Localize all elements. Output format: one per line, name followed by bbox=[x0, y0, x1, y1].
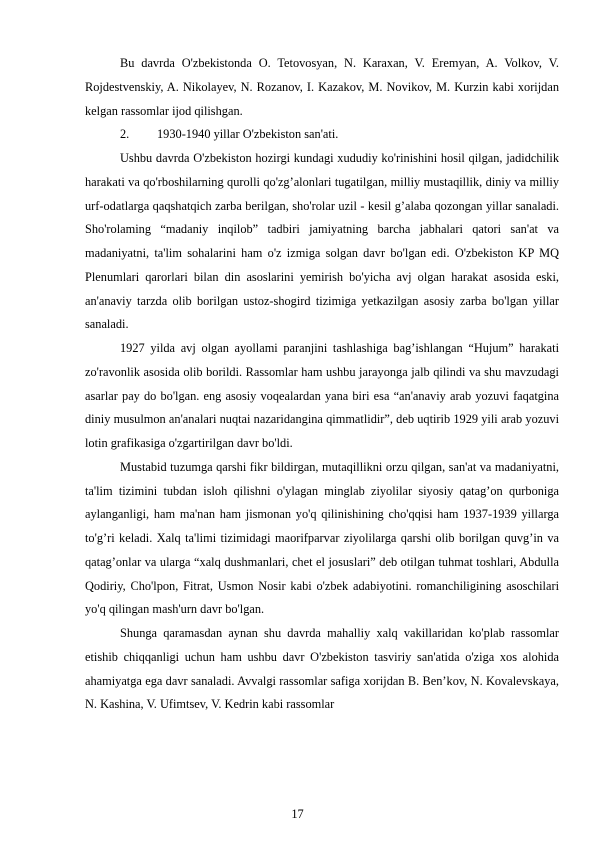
paragraph-local-artists: Shunga qaramasdan aynan shu davrda mahalliy xalq vakillaridan ko'plab rassomlar etishib chiqqanligi uchun ham ushbu davr O'zbekiston tasviriy san'atida o'ziga xos alohida ahamiyatga ega davr sanaladi. Avvalgi rassomlar safiga xorijdan B. Ben’kov, N. Kovalevskaya, N. Kashina, V. Ufimtsev, V. Kedrin kabi rassomlar bbox=[85, 626, 559, 712]
section-title: 1930-1940 yillar O'zbekiston san'ati. bbox=[157, 127, 339, 142]
paragraph-hujum-movement: 1927 yilda avj olgan ayollami paranjini tashlashiga bag’ishlangan “Hujum” harakati zo'ravonlik asosida olib borildi. Rassomlar ham ushbu jarayonga jalb qilindi va shu mavzudagi asarlar pay do bo'lgan. eng asosiy voqealardan yana biri esa “an'anaviy arab yozuvi faqatgina diniy musulmon an'analari nuqtai nazaridangina qimmatlidir”, deb uqtirib 1929 yili arab yozuvi lotin grafikasiga o'zgartirilgan davr bo'ldi. bbox=[85, 341, 559, 450]
page-number: 17 bbox=[291, 807, 304, 821]
paragraph-period-overview: Ushbu davrda O'zbekiston hozirgi kundagi xududiy ko'rinishini hosil qilgan, jadidchilik harakati va qo'rboshilarning qurolli qo'zg’alonlari tugatilgan, milliy mustaqillik, diniy va milliy urf-odatlarga qaqshatqich zarba berilgan, sho'rolar uzil - kesil g’alaba qozongan yillar sanaladi. Sho'rolaming “madaniy inqilob” tadbiri jamiyatning barcha jabhalari qatori san'at va madaniyatni, ta'lim sohalarini ham o'z izmiga solgan davr bo'lgan edi. O'zbekiston KP MQ Plenumlari qarorlari bilan din asoslarini yemirish bo'yicha avj olgan harakat asosida eski, an'anaviy tarzda olib borilgan ustoz-shogird tizimiga yetkazilgan asosiy zarba bo'lgan yillar sanaladi. bbox=[85, 151, 559, 332]
paragraph-foreign-artists: Bu davrda O'zbekistonda O. Tetovosyan, N. Karaxan, V. Eremyan, A. Volkov, V. Rojdestvenskiy, A. Nikolayev, N. Rozanov, I. Kazakov, M. Novikov, M. Kurzin kabi xorijdan kelgan rassomlar ijod qilishgan. bbox=[85, 56, 559, 118]
document-body bbox=[85, 52, 559, 717]
paragraph-repressions: Mustabid tuzumga qarshi fikr bildirgan, mutaqillikni orzu qilgan, san'at va madaniyatni, ta'lim tizimini tubdan isloh qilishni o'ylagan minglab ziyolilar siyosiy qatag’on qurboniga aylanganligi, ham ma'nan ham jismonan yo'q qilinishining cho'qqisi ham 1937-1939 yillarga to'g’ri keladi. Xalq ta'limi tizimidagi maorifparvar ziyolilarga qarshi olib borilgan quvg’in va qatag’onlar va ularga “xalq dushmanlari, chet el josuslari” deb otilgan tuhmat toshlari, Abdulla Qodiriy, Cho'lpon, Fitrat, Usmon Nosir kabi o'zbek adabiyotini. romanchiligining asoschilari yo'q qilingan mash'urn davr bo'lgan. bbox=[85, 459, 559, 617]
section-heading bbox=[85, 123, 559, 147]
section-number: 2. bbox=[120, 127, 130, 142]
